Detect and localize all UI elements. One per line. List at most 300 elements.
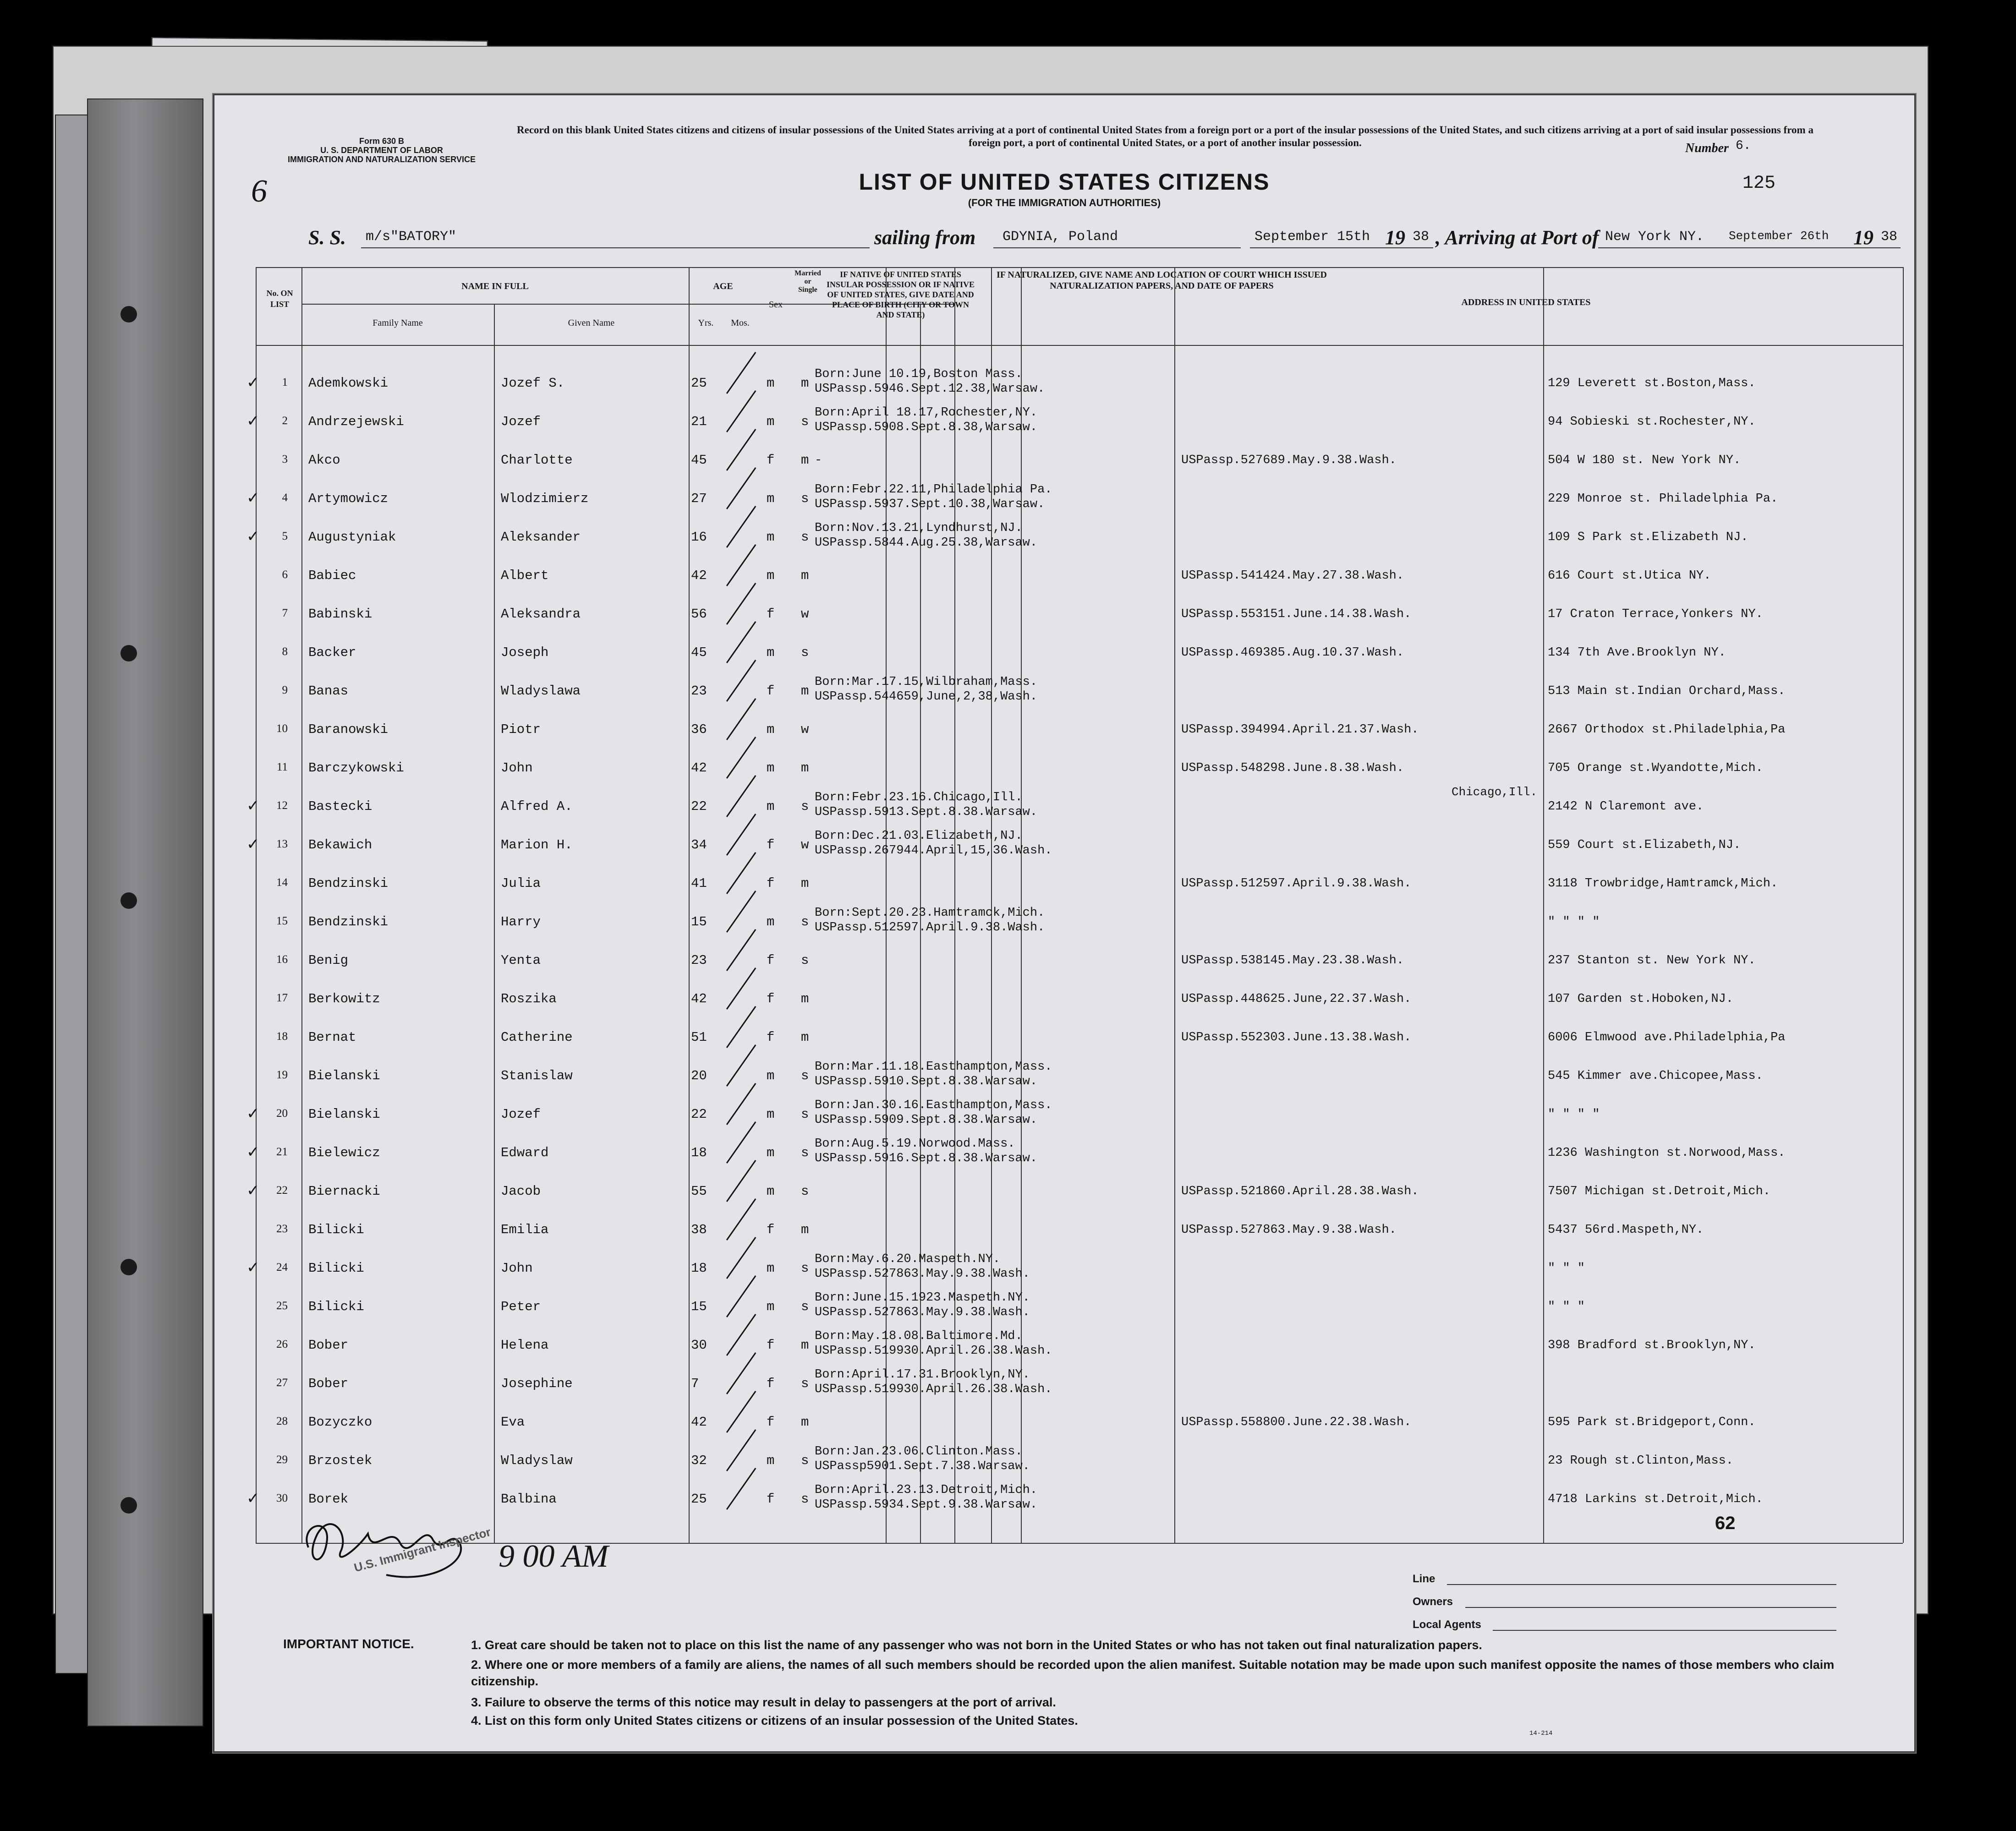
row-number: 2	[282, 415, 288, 427]
naturalization-info: USPassp.548298.June.8.38.Wash.	[1181, 761, 1404, 775]
notice-item: 1. Great care should be taken not to place on this list the name of any passenger who was not born in the United States or who has not taken out final naturalization papers.	[471, 1638, 1482, 1652]
address: 109 S Park st.Elizabeth NJ.	[1548, 530, 1748, 544]
sex: f	[767, 953, 775, 968]
tally-slash-mark	[726, 929, 756, 971]
marital-status: m	[801, 1030, 809, 1045]
address: 513 Main st.Indian Orchard,Mass.	[1548, 684, 1786, 698]
family-name: Bilicki	[308, 1299, 364, 1314]
tally-slash-mark	[726, 1160, 756, 1202]
tally-slash-mark	[726, 506, 756, 548]
birth-passport: USPassp.5916.Sept.8.38.Warsaw.	[815, 1152, 1038, 1165]
agents-underline	[1493, 1630, 1836, 1631]
given-name: Harry	[501, 914, 541, 929]
row-number: 11	[276, 761, 288, 773]
row-number: 17	[276, 992, 288, 1004]
age-years: 45	[691, 645, 707, 660]
col-divider	[689, 267, 690, 1543]
arriving-label: , Arriving at Port of	[1435, 226, 1599, 249]
number-value: 6.	[1736, 139, 1751, 153]
local-agents-label: Local Agents	[1413, 1618, 1481, 1631]
row-number: 4	[282, 492, 288, 504]
family-name: Bekawich	[308, 837, 373, 853]
row-number: 9	[282, 684, 288, 696]
sex: m	[767, 1184, 775, 1199]
given-name: Peter	[501, 1299, 541, 1314]
row-number: 13	[276, 838, 288, 850]
given-name: John	[501, 760, 533, 776]
check-mark-icon: ✓	[247, 489, 260, 507]
tally-slash-mark	[726, 467, 756, 509]
col-divider	[301, 267, 302, 1543]
naturalization-info: USPassp.512597.April.9.38.Wash.	[1181, 877, 1412, 891]
address: 237 Stanton st. New York NY.	[1548, 954, 1756, 967]
sex: f	[767, 991, 775, 1006]
marital-status: m	[801, 1415, 809, 1430]
address: 4718 Larkins st.Detroit,Mich.	[1548, 1492, 1763, 1506]
table-left-border	[256, 267, 257, 1543]
sex: m	[767, 530, 775, 545]
sex: m	[767, 645, 775, 660]
row-number: 28	[276, 1415, 288, 1427]
age-years: 45	[691, 453, 707, 468]
punch-hole	[121, 892, 137, 909]
tally-slash-mark	[726, 775, 756, 817]
row-number: 20	[276, 1107, 288, 1120]
given-name: Jozef S.	[501, 376, 565, 391]
tally-slash-mark	[726, 967, 756, 1010]
row-number: 18	[276, 1030, 288, 1043]
sex: f	[767, 453, 775, 468]
family-name: Bielanski	[308, 1068, 380, 1083]
header-age: AGE	[713, 281, 733, 291]
marital-status: s	[801, 1453, 809, 1468]
given-name: Balbina	[501, 1492, 557, 1507]
header-sex: Sex	[769, 300, 783, 310]
family-name: Akco	[308, 453, 340, 468]
line-label: Line	[1413, 1573, 1435, 1585]
check-mark-icon: ✓	[247, 527, 260, 546]
arrival-underline	[1598, 246, 1901, 248]
header-married-single: Married or Single	[794, 269, 821, 294]
row-number: 25	[276, 1300, 288, 1312]
punch-hole	[121, 306, 137, 322]
address: 229 Monroe st. Philadelphia Pa.	[1548, 492, 1778, 506]
header-no-on-list: No. ON LIST	[266, 289, 293, 309]
ship-name: m/s"BATORY"	[366, 229, 457, 245]
birth-info: Born:Mar.17.15,Wilbraham,Mass.	[815, 675, 1038, 689]
sex: m	[767, 1068, 775, 1083]
tally-slash-mark	[726, 1121, 756, 1164]
header-name-in-full: NAME IN FULL	[461, 281, 529, 291]
form-identifier: Form 630 B U. S. DEPARTMENT OF LABOR IMMIGRATION AND NATURALIZATION SERVICE	[288, 137, 476, 164]
birth-passport: USPassp.544659,June,2,38,Wash.	[815, 690, 1038, 704]
tally-slash-mark	[726, 1468, 756, 1510]
marital-status: s	[801, 1376, 809, 1391]
family-name: Berkowitz	[308, 991, 380, 1006]
address: 705 Orange st.Wyandotte,Mich.	[1548, 761, 1763, 775]
marital-status: m	[801, 1338, 809, 1353]
sex: m	[767, 1107, 775, 1122]
birth-passport: USPassp.527863.May.9.38.Wash.	[815, 1306, 1030, 1319]
address: 559 Court st.Elizabeth,NJ.	[1548, 838, 1741, 852]
address: 398 Bradford st.Brooklyn,NY.	[1548, 1339, 1756, 1352]
line-underline	[1447, 1584, 1836, 1585]
given-name: Catherine	[501, 1030, 573, 1045]
marital-status: m	[801, 376, 809, 391]
tally-slash-mark	[726, 891, 756, 933]
check-mark-icon: ✓	[247, 1104, 260, 1123]
birth-passport: USPassp.5946.Sept.12.38,Warsaw.	[815, 382, 1045, 396]
tally-slash-mark	[726, 1275, 756, 1317]
manifest-sheet	[213, 94, 1916, 1753]
address: 94 Sobieski st.Rochester,NY.	[1548, 415, 1756, 429]
address: 107 Garden st.Hoboken,NJ.	[1548, 992, 1734, 1006]
family-name: Banas	[308, 683, 349, 699]
number-label: Number	[1685, 141, 1729, 155]
row-number: 22	[276, 1184, 288, 1197]
marital-status: s	[801, 530, 809, 545]
naturalization-info: USPassp.527689.May.9.38.Wash.	[1181, 454, 1397, 467]
naturalization-info: USPassp.538145.May.23.38.Wash.	[1181, 954, 1404, 967]
family-name: Bielewicz	[308, 1145, 380, 1160]
address: 616 Court st.Utica NY.	[1548, 569, 1711, 583]
port-of-arrival: New York NY.	[1605, 229, 1704, 245]
given-name: Josephine	[501, 1376, 573, 1391]
naturalization-info: USPassp.394994.April.21.37.Wash.	[1181, 723, 1419, 737]
marital-status: m	[801, 453, 809, 468]
naturalization-info: USPassp.469385.Aug.10.37.Wash.	[1181, 646, 1404, 660]
row-number: 3	[282, 453, 288, 465]
arrival-year-prefix: 19	[1853, 226, 1874, 249]
row-number: 15	[276, 915, 288, 927]
marital-status: s	[801, 491, 809, 506]
birth-passport: USPassp.5910.Sept.8.38.Warsaw.	[815, 1075, 1038, 1088]
age-years: 42	[691, 760, 707, 776]
tally-slash-mark	[726, 737, 756, 779]
given-name: Wlodzimierz	[501, 491, 589, 506]
age-years: 27	[691, 491, 707, 506]
tally-slash-mark	[726, 1314, 756, 1356]
tally-slash-mark	[726, 1391, 756, 1433]
given-name: Jozef	[501, 1107, 541, 1122]
birth-passport: USPassp.5844.Aug.25.38,Warsaw.	[815, 536, 1038, 550]
tally-slash-mark	[726, 660, 756, 702]
table-top-rule	[256, 267, 1903, 268]
age-years: 16	[691, 530, 707, 545]
birth-passport: USPassp.5913.Sept.8.38.Warsaw.	[815, 805, 1038, 819]
given-name: Wladyslaw	[501, 1453, 573, 1468]
notice-item: 4. List on this form only United States citizens or citizens of an insular possession of the United States.	[471, 1714, 1078, 1727]
family-name: Baranowski	[308, 722, 389, 737]
row-number: 19	[276, 1069, 288, 1081]
birth-info: Born:April.23.13.Detroit,Mich.	[815, 1483, 1038, 1497]
tally-slash-mark	[726, 1083, 756, 1125]
row-number: 24	[276, 1261, 288, 1274]
sex: f	[767, 607, 775, 622]
tally-slash-mark	[726, 1237, 756, 1279]
age-years: 18	[691, 1261, 707, 1276]
age-years: 41	[691, 876, 707, 891]
sex: f	[767, 1222, 775, 1237]
address: 129 Leverett st.Boston,Mass.	[1548, 377, 1756, 390]
age-years: 22	[691, 799, 707, 814]
family-name: Borek	[308, 1492, 349, 1507]
col-divider	[494, 304, 495, 1543]
check-mark-icon: ✓	[247, 1143, 260, 1161]
marital-status: s	[801, 1261, 809, 1276]
birth-passport: USPassp5901.Sept.7.38.Warsaw.	[815, 1459, 1030, 1473]
owners-label: Owners	[1413, 1596, 1453, 1608]
row-number: 29	[276, 1454, 288, 1466]
row-number: 27	[276, 1377, 288, 1389]
tally-slash-mark	[726, 1198, 756, 1241]
address: 17 Craton Terrace,Yonkers NY.	[1548, 607, 1763, 621]
address: " " " "	[1548, 1108, 1600, 1121]
header-birth: IF NATIVE OF UNITED STATES INSULAR POSSESSION OR IF NATIVE OF UNITED STATES, GIVE DATE AND PLACE OF BIRTH (CITY OR TOWN AND STATE)	[826, 270, 975, 319]
address: 5437 56rd.Maspeth,NY.	[1548, 1223, 1704, 1237]
header-naturalization: IF NATURALIZED, GIVE NAME AND LOCATION OF COURT WHICH ISSUED NATURALIZATION PAPERS, AND DATE OF PAPERS	[997, 270, 1327, 291]
punch-hole	[121, 1497, 137, 1514]
sailing-label: sailing from	[874, 226, 976, 249]
sex: m	[767, 722, 775, 737]
sex: m	[767, 1453, 775, 1468]
tally-slash-mark	[726, 814, 756, 856]
arrival-time-note: 9 00 AM	[499, 1539, 608, 1574]
check-mark-icon: ✓	[247, 412, 260, 430]
birth-info: Born:Jan.23.06.Clinton.Mass.	[815, 1445, 1023, 1459]
tally-slash-mark	[726, 544, 756, 586]
address-note: Chicago,Ill.	[1452, 785, 1538, 799]
sex: m	[767, 1299, 775, 1314]
given-name: Jozef	[501, 414, 541, 429]
tally-slash-mark	[726, 1044, 756, 1087]
birth-info: Born:May.6.20.Maspeth.NY.	[815, 1252, 1001, 1266]
age-years: 55	[691, 1184, 707, 1199]
record-instructions: Record on this blank United States citizens and citizens of insular possessions of the United States arriving at a port of continental United States from a foreign port or a port of the insular possessions of the United States, and such citizens arriving at a port of said insular possessions from a foreign port, a port of continental United States, or a port of another insular possession.	[517, 124, 1813, 148]
sex: f	[767, 876, 775, 891]
birth-info: Born:June 10.19,Boston Mass.	[815, 367, 1023, 381]
given-name: Edward	[501, 1145, 549, 1160]
family-name: Artymowicz	[308, 491, 389, 506]
marital-status: m	[801, 991, 809, 1006]
marital-status: m	[801, 760, 809, 776]
sex: m	[767, 799, 775, 814]
address: 3118 Trowbridge,Hamtramck,Mich.	[1548, 877, 1778, 891]
naturalization-info: USPassp.527863.May.9.38.Wash.	[1181, 1223, 1397, 1237]
given-name: Joseph	[501, 645, 549, 660]
age-years: 30	[691, 1338, 707, 1353]
address: " " "	[1548, 1300, 1585, 1314]
age-years: 51	[691, 1030, 707, 1045]
sex: m	[767, 914, 775, 929]
age-years: 56	[691, 607, 707, 622]
row-number: 16	[276, 953, 288, 966]
naturalization-info: USPassp.558800.June.22.38.Wash.	[1181, 1416, 1412, 1429]
check-mark-icon: ✓	[247, 797, 260, 815]
address: 504 W 180 st. New York NY.	[1548, 454, 1741, 467]
sex: f	[767, 1030, 775, 1045]
marital-status: s	[801, 1107, 809, 1122]
family-name: Bober	[308, 1338, 349, 1353]
birth-passport: USPassp.5908.Sept.8.38,Warsaw.	[815, 421, 1038, 434]
tally-slash-mark	[726, 1429, 756, 1471]
col-divider	[1174, 267, 1175, 1543]
header-age-mos: Mos.	[731, 318, 750, 328]
birth-passport: USPassp.527863.May.9.38.Wash.	[815, 1267, 1030, 1281]
marital-status: m	[801, 568, 809, 583]
ship-underline	[361, 246, 870, 248]
check-mark-icon: ✓	[247, 835, 260, 853]
sex: m	[767, 760, 775, 776]
header-age-yrs: Yrs.	[698, 318, 714, 328]
naturalization-info: USPassp.448625.June,22.37.Wash.	[1181, 992, 1412, 1006]
family-name: Brzostek	[308, 1453, 373, 1468]
family-name: Bilicki	[308, 1222, 364, 1237]
marital-status: s	[801, 1184, 809, 1199]
family-name: Bendzinski	[308, 914, 389, 929]
birth-info: Born:April.17.31.Brooklyn,NY.	[815, 1368, 1030, 1382]
birth-passport: USPassp.267944.April,15,36.Wash.	[815, 844, 1052, 858]
given-name: Yenta	[501, 953, 541, 968]
sex: m	[767, 376, 775, 391]
tally-slash-mark	[726, 621, 756, 663]
birth-passport: USPassp.519930.April.26.38.Wash.	[815, 1383, 1052, 1396]
given-name: Aleksander	[501, 530, 581, 545]
notice-heading: IMPORTANT NOTICE.	[283, 1637, 414, 1651]
family-name: Babiec	[308, 568, 356, 583]
birth-passport: USPassp.519930.April.26.38.Wash.	[815, 1344, 1052, 1358]
given-name: Emilia	[501, 1222, 549, 1237]
birth-info: Born:April 18.17,Rochester,NY.	[815, 406, 1038, 420]
row-number: 23	[276, 1223, 288, 1235]
family-name: Babinski	[308, 607, 373, 622]
birth-passport: USPassp.512597.April.9.38.Wash.	[815, 921, 1045, 935]
ss-label: S. S.	[308, 226, 346, 249]
address: 2142 N Claremont ave.	[1548, 800, 1704, 814]
age-years: 36	[691, 722, 707, 737]
marital-status: s	[801, 1492, 809, 1507]
tally-slash-mark	[726, 390, 756, 432]
family-name: Andrzejewski	[308, 414, 404, 429]
given-name: Aleksandra	[501, 607, 581, 622]
given-name: Julia	[501, 876, 541, 891]
family-name: Backer	[308, 645, 356, 660]
given-name: Roszika	[501, 991, 557, 1006]
naturalization-info: USPassp.541424.May.27.38.Wash.	[1181, 569, 1404, 583]
birth-info: Born:Dec.21.03.Elizabeth,NJ.	[815, 829, 1023, 843]
birth-passport: USPassp.5934.Sept.9.38.Warsaw.	[815, 1498, 1038, 1512]
sex: m	[767, 491, 775, 506]
header-family-name: Family Name	[373, 318, 423, 328]
family-name: Bozyczko	[308, 1415, 373, 1430]
address: 595 Park st.Bridgeport,Conn.	[1548, 1416, 1756, 1429]
punch-hole	[121, 645, 137, 661]
marital-status: m	[801, 1222, 809, 1237]
birth-passport: USPassp.5937.Sept.10.38,Warsaw.	[815, 497, 1045, 511]
check-mark-icon: ✓	[247, 373, 260, 392]
inspector-stamp: U.S. Immigrant Inspector	[352, 1525, 493, 1575]
address: 545 Kimmer ave.Chicopee,Mass.	[1548, 1069, 1763, 1083]
port-underline	[993, 246, 1241, 248]
age-years: 42	[691, 568, 707, 583]
naturalization-info: USPassp.521860.April.28.38.Wash.	[1181, 1185, 1419, 1198]
sex: m	[767, 1145, 775, 1160]
family-name: Benig	[308, 953, 349, 968]
given-name: Helena	[501, 1338, 549, 1353]
departure-year: 38	[1413, 229, 1430, 245]
check-mark-icon: ✓	[247, 1489, 260, 1508]
row-number: 1	[282, 376, 288, 388]
sex: f	[767, 1376, 775, 1391]
given-name: John	[501, 1261, 533, 1276]
check-mark-icon: ✓	[247, 1181, 260, 1200]
birth-info: Born:June.15.1923.Maspeth.NY.	[815, 1291, 1030, 1305]
family-name: Biernacki	[308, 1184, 380, 1199]
row-number: 8	[282, 645, 288, 658]
naturalization-info: USPassp.553151.June.14.38.Wash.	[1181, 607, 1412, 621]
given-name: Eva	[501, 1415, 525, 1430]
birth-info: Born:Febr.23.16.Chicago,Ill.	[815, 791, 1023, 804]
given-name: Albert	[501, 568, 549, 583]
birth-info: Born:Sept.20.23.Hamtramck,Mich.	[815, 906, 1045, 920]
age-years: 18	[691, 1145, 707, 1160]
passenger-count: 62	[1715, 1513, 1736, 1533]
row-number: 5	[282, 530, 288, 542]
header-bottom-rule	[256, 345, 1903, 346]
family-name: Bilicki	[308, 1261, 364, 1276]
family-name: Bielanski	[308, 1107, 380, 1122]
address: " " " "	[1548, 915, 1600, 929]
row-number: 12	[276, 799, 288, 812]
marital-status: s	[801, 953, 809, 968]
marital-status: s	[801, 1145, 809, 1160]
header-given-name: Given Name	[568, 318, 615, 328]
age-years: 25	[691, 376, 707, 391]
marital-status: w	[801, 837, 809, 853]
birth-info: Born:Aug.5.19.Norwood.Mass.	[815, 1137, 1015, 1151]
given-name: Alfred A.	[501, 799, 573, 814]
page-subtitle: (FOR THE IMMIGRATION AUTHORITIES)	[968, 197, 1161, 208]
page-title: LIST OF UNITED STATES CITIZENS	[859, 169, 1270, 195]
col-divider	[1543, 267, 1544, 1543]
given-name: Charlotte	[501, 453, 573, 468]
birth-info: Born:Jan.30.16.Easthampton,Mass.	[815, 1099, 1052, 1112]
birth-info: Born:Nov.13.21,Lyndhurst,NJ.	[815, 521, 1023, 535]
marital-status: w	[801, 607, 809, 622]
row-number: 21	[276, 1146, 288, 1158]
row-number: 14	[276, 876, 288, 889]
marital-status: w	[801, 722, 809, 737]
departure-date: September 15th	[1255, 229, 1370, 245]
table-right-border	[1903, 267, 1904, 1543]
address: " " "	[1548, 1262, 1585, 1275]
age-years: 15	[691, 1299, 707, 1314]
family-name: Bober	[308, 1376, 349, 1391]
arrival-year: 38	[1881, 229, 1898, 245]
notice-item: 2. Where one or more members of a family are aliens, the names of all such members should be recorded upon the alien manifest. Suitable notation may be made upon such manifest opposite the names of those members who claim citizenship.	[471, 1658, 1835, 1688]
sex: f	[767, 837, 775, 853]
age-years: 38	[691, 1222, 707, 1237]
header-address: ADDRESS IN UNITED STATES	[1461, 297, 1591, 307]
birth-passport: USPassp.5909.Sept.8.38.Warsaw.	[815, 1113, 1038, 1127]
punch-hole	[121, 1259, 137, 1275]
birth-info: Born:Mar.11.18.Easthampton,Mass.	[815, 1060, 1052, 1074]
row-number: 7	[282, 607, 288, 619]
tally-slash-mark	[726, 1006, 756, 1048]
address: 2667 Orthodox st.Philadelphia,Pa	[1548, 723, 1786, 737]
tally-slash-mark	[726, 583, 756, 625]
family-name: Bendzinski	[308, 876, 389, 891]
